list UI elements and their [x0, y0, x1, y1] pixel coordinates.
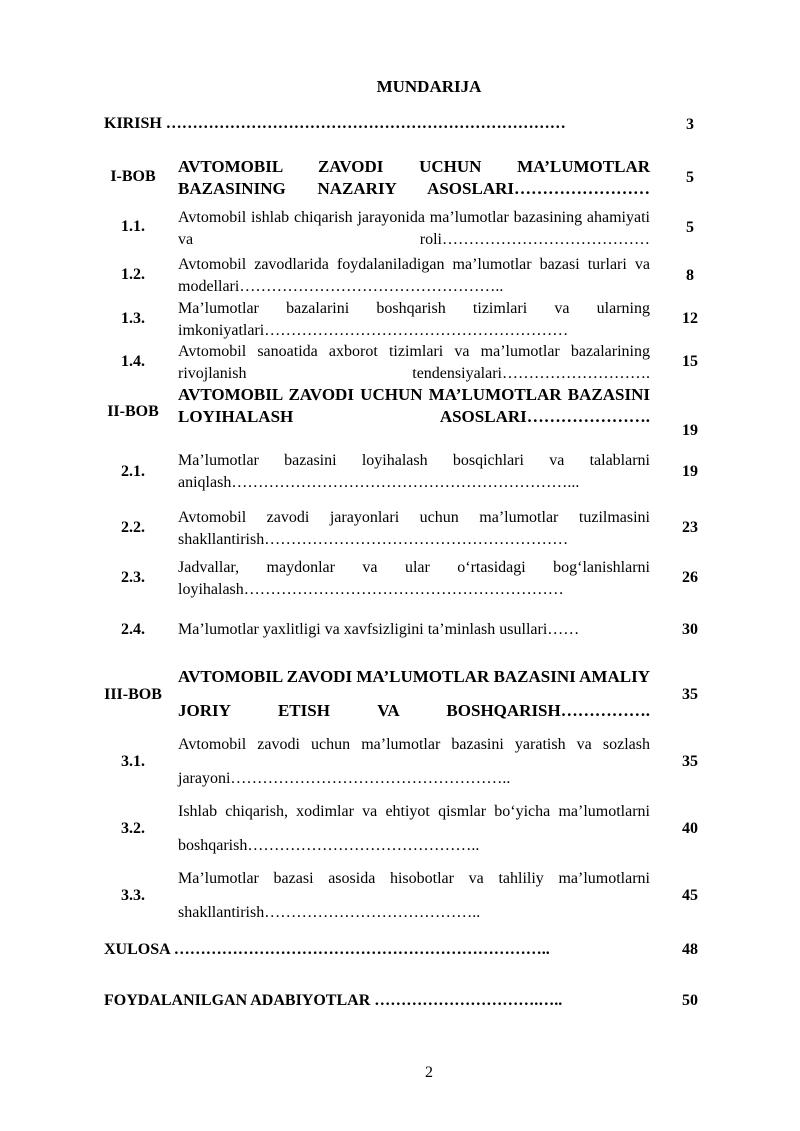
- page-number: 2: [425, 1064, 433, 1081]
- toc-entry-intro[interactable]: KIRISH …………………………………………………………………: [104, 115, 566, 132]
- toc-page-number: 35: [682, 686, 698, 703]
- toc-section-number: 2.1.: [121, 463, 145, 480]
- toc-page-number: 48: [682, 941, 698, 958]
- toc-section-title[interactable]: Avtomobil zavodi jarayonlari uchun ma’lumotlar tuzilmasini shakllantirish…………………………………………………: [178, 509, 650, 548]
- toc-section-number: 2.4.: [121, 621, 145, 638]
- toc-page-number: 12: [682, 310, 698, 327]
- toc-page-number: 19: [682, 463, 698, 480]
- toc-chapter-title[interactable]: AVTOMOBIL ZAVODI UCHUN MA’LUMOTLAR BAZASINING NAZARIY ASOSLARI……………………: [178, 157, 650, 198]
- toc-section-number: 1.3.: [121, 310, 145, 327]
- toc-section-title[interactable]: Ma’lumotlar bazalarini boshqarish tizimlari va ularning imkoniyatlari…………………………………………………: [178, 300, 650, 339]
- toc-section-number: 3.2.: [121, 820, 145, 837]
- toc-section-number: 3.3.: [121, 887, 145, 904]
- toc-page-number: 45: [682, 887, 698, 904]
- toc-entry-references[interactable]: FOYDALANILGAN ADABIYOTLAR ………………………….…..: [104, 992, 563, 1009]
- toc-section-title[interactable]: Avtomobil sanoatida axborot tizimlari va ma’lumotlar bazalarining rivojlanish tendensiyalari……………………….: [178, 343, 650, 382]
- document-title: MUNDARIJA: [376, 77, 482, 96]
- toc-section-title[interactable]: Ma’lumotlar bazasini loyihalash bosqichlari va talablarni aniqlash………………………………………………………...: [178, 452, 650, 491]
- toc-chapter-title[interactable]: AVTOMOBIL ZAVODI UCHUN MA’LUMOTLAR BAZASINI LOYIHALASH ASOSLARI………………….: [178, 385, 650, 426]
- toc-chapter-number: III-BOB: [104, 686, 162, 703]
- toc-section-title[interactable]: Ishlab chiqarish, xodimlar va ehtiyot qismlar bo‘yicha ma’lumotlarni boshqarish……………………………………..: [178, 803, 650, 854]
- toc-page-number: 5: [686, 219, 694, 236]
- toc-entry-conclusion[interactable]: XULOSA ……………………………………………………………..: [104, 941, 550, 958]
- toc-page-number: 3: [686, 116, 694, 133]
- toc-page-number: 15: [682, 353, 698, 370]
- toc-chapter-number: I-BOB: [110, 168, 156, 185]
- toc-page-number: 35: [682, 753, 698, 770]
- toc-page-number: 19: [682, 422, 698, 439]
- toc-section-title[interactable]: Avtomobil zavodlarida foydalaniladigan ma’lumotlar bazasi turlari va modellari…………………………………………..: [178, 256, 650, 295]
- toc-page-number: 26: [682, 569, 698, 586]
- toc-chapter-title[interactable]: AVTOMOBIL ZAVODI MA’LUMOTLAR BAZASINI AMALIY JORIY ETISH VA BOSHQARISH…………….: [178, 667, 650, 720]
- toc-section-title[interactable]: Avtomobil ishlab chiqarish jarayonida ma’lumotlar bazasining ahamiyati va roli…………………………………: [178, 209, 650, 248]
- toc-page-number: 5: [686, 169, 694, 186]
- toc-section-title[interactable]: Avtomobil zavodi uchun ma’lumotlar bazasini yaratish va sozlash jarayoni……………………………………………..: [178, 736, 650, 787]
- toc-section-number: 3.1.: [121, 753, 145, 770]
- toc-page-number: 50: [682, 992, 698, 1009]
- toc-section-number: 1.2.: [121, 266, 145, 283]
- toc-section-number: 2.3.: [121, 569, 145, 586]
- toc-page-number: 40: [682, 820, 698, 837]
- toc-section-number: 1.4.: [121, 353, 145, 370]
- toc-chapter-number: II-BOB: [107, 403, 159, 420]
- toc-section-title[interactable]: Ma’lumotlar bazasi asosida hisobotlar va tahliliy ma’lumotlarni shakllantirish…………………………………..: [178, 870, 650, 921]
- toc-section-title[interactable]: Jadvallar, maydonlar va ular o‘rtasidagi bog‘lanishlarni loyihalash……………………………………………………: [178, 559, 650, 598]
- toc-section-number: 1.1.: [121, 218, 145, 235]
- toc-section-number: 2.2.: [121, 519, 145, 536]
- toc-page-number: 30: [682, 621, 698, 638]
- toc-page-number: 23: [682, 519, 698, 536]
- toc-section-title[interactable]: Ma’lumotlar yaxlitligi va xavfsizligini ta’minlash usullari……: [178, 621, 580, 638]
- toc-page-number: 8: [686, 267, 694, 284]
